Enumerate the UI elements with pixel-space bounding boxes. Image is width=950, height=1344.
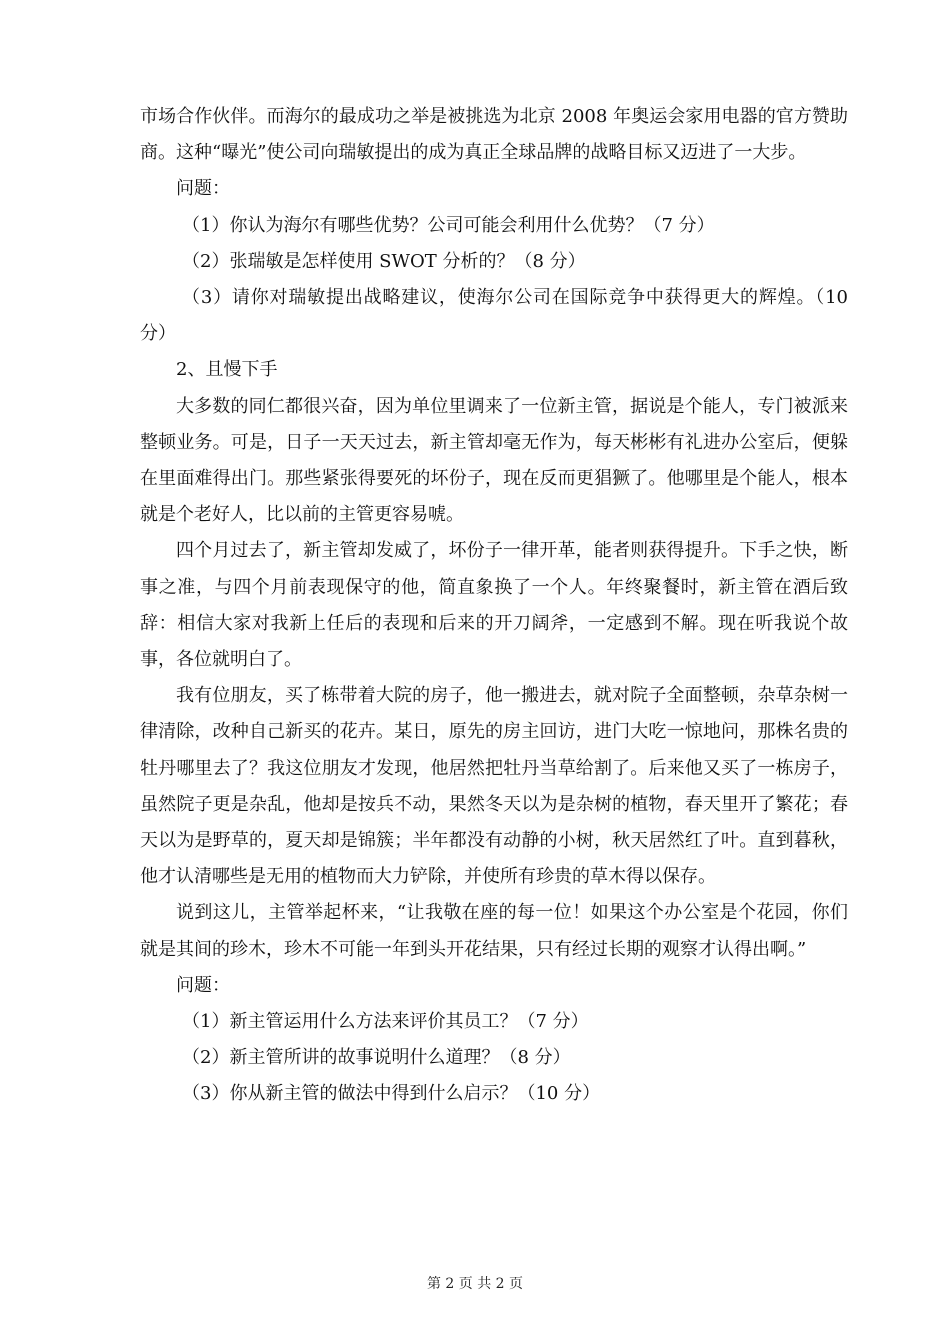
questions-heading-1: 问题： (176, 178, 230, 200)
paragraph-four-months-later: 四个月过去了，新主管却发威了，坏份子一律开革，能者则获得提升。下手之快，断事之准，与四个月前表现保守的他，简直象换了一个人。年终聚餐时，新主管在酒后致辞：相信大家对我新上任后的表现和后来的开刀阔斧，一定感到不解。现在听我说个故事，各位就明白了。 (140, 540, 848, 671)
question-1-3: （3）请你对瑞敏提出战略建议，使海尔公司在国际竞争中获得更大的辉煌。（10 分） (140, 287, 848, 345)
page-number-footer: 第 2 页 共 2 页 (426, 1276, 524, 1292)
questions-heading-2: 问题： (176, 974, 230, 996)
question-2-1: （1）新主管运用什么方法来评价其员工？（7 分） (182, 1011, 589, 1033)
paragraph-garden-story: 我有位朋友，买了栋带着大院的房子，他一搬进去，就对院子全面整顿，杂草杂树一律清除，改种自己新买的花卉。某日，原先的房主回访，进门大吃一惊地问，那株名贵的牡丹哪里去了？我这位朋友才发现，他居然把牡丹当草给割了。后来他又买了一栋房子，虽然院子更是杂乱，他却是按兵不动，果然冬天以为是杂树的植物，春天里开了繁花；春天以为是野草的，夏天却是锦簇；半年都没有动静的小树，秋天居然红了叶。直到暮秋，他才认清哪些是无用的植物而大力铲除，并使所有珍贵的草木得以保存。 (140, 685, 848, 888)
question-2-3: （3）你从新主管的做法中得到什么启示？（10 分） (182, 1083, 601, 1105)
case-2-title: 2、且慢下手 (176, 359, 278, 381)
paragraph-toast: 说到这儿，主管举起杯来，“让我敬在座的每一位！如果这个办公室是个花园，你们就是其间的珍木，珍木不可能一年到头开花结果，只有经过长期的观察才认得出啊。” (140, 902, 848, 960)
document-body (140, 99, 848, 1113)
paragraph-new-supervisor: 大多数的同仁都很兴奋，因为单位里调来了一位新主管，据说是个能人，专门被派来整顿业务。可是，日子一天天过去，新主管却毫无作为，每天彬彬有礼进办公室后，便躲在里面难得出门。那些紧张得要死的坏份子，现在反而更猖獗了。他哪里是个能人，根本就是个老好人，比以前的主管更容易唬。 (140, 395, 848, 526)
question-1-2: （2）张瑞敏是怎样使用 SWOT 分析的？（8 分） (182, 250, 586, 272)
question-1-1: （1）你认为海尔有哪些优势？公司可能会利用什么优势？（7 分） (182, 214, 715, 236)
question-2-2: （2）新主管所讲的故事说明什么道理？（8 分） (182, 1047, 571, 1069)
paragraph-haier-olympics: 市场合作伙伴。而海尔的最成功之举是被挑选为北京 2008 年奥运会家用电器的官方赞助商。这种“曝光”使公司向瑞敏提出的成为真正全球品牌的战略目标又迈进了一大步。 (140, 106, 848, 164)
